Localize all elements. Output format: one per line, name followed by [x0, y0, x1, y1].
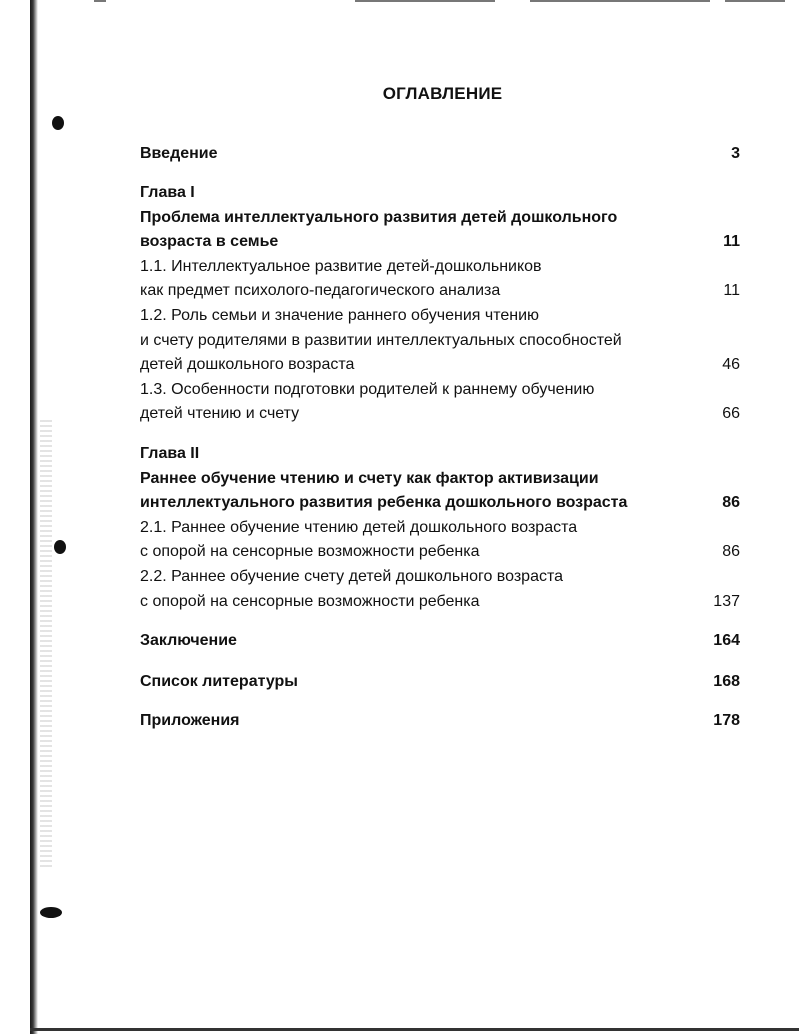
hole-punch-mark	[40, 907, 62, 918]
toc-page-number: 164	[713, 632, 740, 649]
toc-chapter-2	[140, 442, 740, 614]
toc-page-number: 86	[722, 543, 740, 561]
section-title: 2.1. Раннее обучение чтению детей дошкольного возраста	[140, 518, 578, 536]
section-title: 2.2. Раннее обучение счету детей дошкольного возраста	[140, 567, 564, 585]
toc-page-number: 11	[723, 233, 740, 251]
toc-entry-introduction	[140, 142, 740, 167]
toc-page-number: 66	[722, 405, 740, 423]
scan-noise	[40, 420, 52, 870]
section-title: 1.1. Интеллектуальное развитие детей-дошкольников	[140, 257, 542, 275]
toc-entry-references	[140, 670, 740, 695]
section-title: с опорой на сенсорные возможности ребенка	[140, 543, 480, 561]
chapter-title: интеллектуального развития ребенка дошкольного возраста	[140, 494, 628, 512]
toc-page-number: 168	[713, 673, 740, 690]
section-title: детей дошкольного возраста	[140, 356, 355, 374]
page-title: ОГЛАВЛЕНИЕ	[382, 84, 503, 103]
scan-top-line	[355, 0, 495, 2]
toc-page-number: 46	[722, 356, 740, 374]
chapter-title: возраста в семье	[140, 233, 279, 251]
section-title: с опорой на сенсорные возможности ребенка	[140, 592, 480, 610]
toc-page-number: 3	[731, 145, 740, 162]
hole-punch-mark	[54, 540, 66, 554]
chapter-title: Раннее обучение чтению и счету как фактор активизации	[140, 469, 599, 487]
section-title: как предмет психолого-педагогического анализа	[140, 282, 501, 300]
section-title: 1.3. Особенности подготовки родителей к раннему обучению	[140, 380, 595, 398]
toc-label: Заключение	[140, 632, 237, 649]
toc-entry-appendices	[140, 709, 740, 734]
section-title: и счету родителями в развитии интеллектуальных способностей	[140, 331, 622, 349]
scan-binding-edge	[30, 0, 38, 1034]
hole-punch-mark	[52, 116, 64, 130]
toc-label: Приложения	[140, 712, 240, 729]
chapter-title: Проблема интеллектуального развития детей дошкольного	[140, 208, 618, 226]
toc-page-number: 137	[713, 592, 740, 610]
section-title: 1.2. Роль семьи и значение раннего обучения чтению	[140, 306, 540, 324]
toc-entry-conclusion	[140, 629, 740, 654]
toc-chapter-1	[140, 181, 740, 427]
toc-label: Список литературы	[140, 673, 298, 690]
section-title: детей чтению и счету	[140, 405, 300, 423]
chapter-label: Глава I	[140, 184, 195, 201]
toc-label: Введение	[140, 145, 218, 162]
scan-top-line	[530, 0, 710, 2]
chapter-label: Глава II	[140, 445, 200, 462]
scan-top-line	[94, 0, 106, 2]
toc-page-number: 86	[722, 494, 740, 512]
scan-bottom-line	[30, 1028, 799, 1031]
toc-page-number: 178	[713, 712, 740, 729]
toc-page-number: 11	[723, 282, 740, 300]
scan-top-line	[725, 0, 785, 2]
